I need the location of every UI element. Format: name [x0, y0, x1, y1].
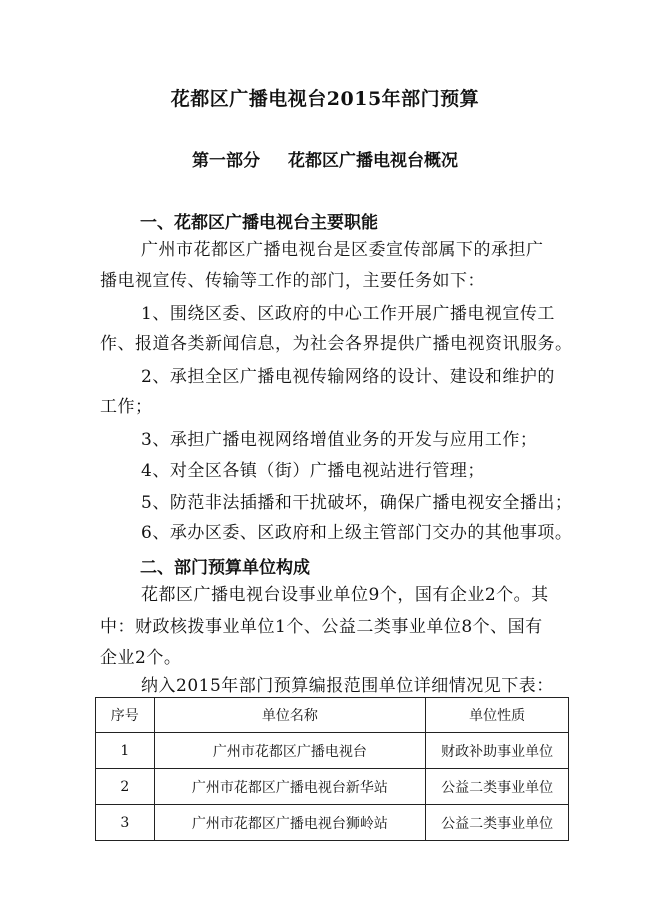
section-heading-functions: 一、花都区广播电视台主要职能: [140, 213, 378, 233]
header-unit-name: 单位名称: [154, 698, 426, 733]
task-item-6: 6、承办区委、区政府和上级主管部门交办的其他事项。: [141, 523, 573, 543]
document-title: 花都区广播电视台2015年部门预算: [170, 88, 480, 110]
cell-unit-name: 广州市花都区广播电视台狮岭站: [154, 805, 426, 841]
table-intro: 纳入2015年部门预算编报范围单位详细情况见下表：: [141, 676, 554, 696]
cell-serial: 3: [96, 805, 155, 841]
cell-serial: 1: [96, 733, 155, 769]
part-name: 花都区广播电视台概况: [288, 151, 458, 171]
task-item-1-line-2: 作、报道各类新闻信息，为社会各界提供广播电视资讯服务。: [100, 334, 573, 354]
cell-unit-type: 公益二类事业单位: [426, 769, 569, 805]
units-para-line-1: 花都区广播电视台设事业单位9个，国有企业2个。其: [141, 585, 549, 605]
cell-unit-type: 公益二类事业单位: [426, 805, 569, 841]
task-item-1-line-1: 1、围绕区委、区政府的中心工作开展广播电视宣传工: [141, 304, 555, 324]
table-header-row: [96, 698, 569, 733]
header-unit-type: 单位性质: [426, 698, 569, 733]
table-row: [96, 769, 569, 805]
part-label: 第一部分: [192, 151, 260, 171]
cell-unit-name: 广州市花都区广播电视台新华站: [154, 769, 426, 805]
cell-unit-type: 财政补助事业单位: [426, 733, 569, 769]
part-title: [0, 146, 650, 171]
table-row: [96, 733, 569, 769]
units-para-line-2: 中：财政核拨事业单位1个、公益二类事业单位8个、国有: [100, 617, 543, 637]
cell-serial: 2: [96, 769, 155, 805]
cell-unit-name: 广州市花都区广播电视台: [154, 733, 426, 769]
units-table: [95, 697, 569, 841]
table-row: [96, 805, 569, 841]
task-item-2-line-1: 2、承担全区广播电视传输网络的设计、建设和维护的: [141, 367, 555, 387]
header-serial: 序号: [96, 698, 155, 733]
intro-line-1: 广州市花都区广播电视台是区委宣传部属下的承担广: [141, 240, 544, 260]
units-para-line-3: 企业2个。: [100, 648, 182, 668]
intro-line-2: 播电视宣传、传输等工作的部门，主要任务如下：: [100, 271, 485, 291]
task-item-2-line-2: 工作；: [100, 397, 153, 417]
task-item-5: 5、防范非法插播和干扰破坏，确保广播电视安全播出；: [141, 493, 573, 513]
section-heading-units: 二、部门预算单位构成: [140, 558, 310, 578]
task-item-4: 4、对全区各镇（街）广播电视站进行管理；: [141, 461, 485, 481]
task-item-3: 3、承担广播电视网络增值业务的开发与应用工作；: [141, 430, 538, 450]
